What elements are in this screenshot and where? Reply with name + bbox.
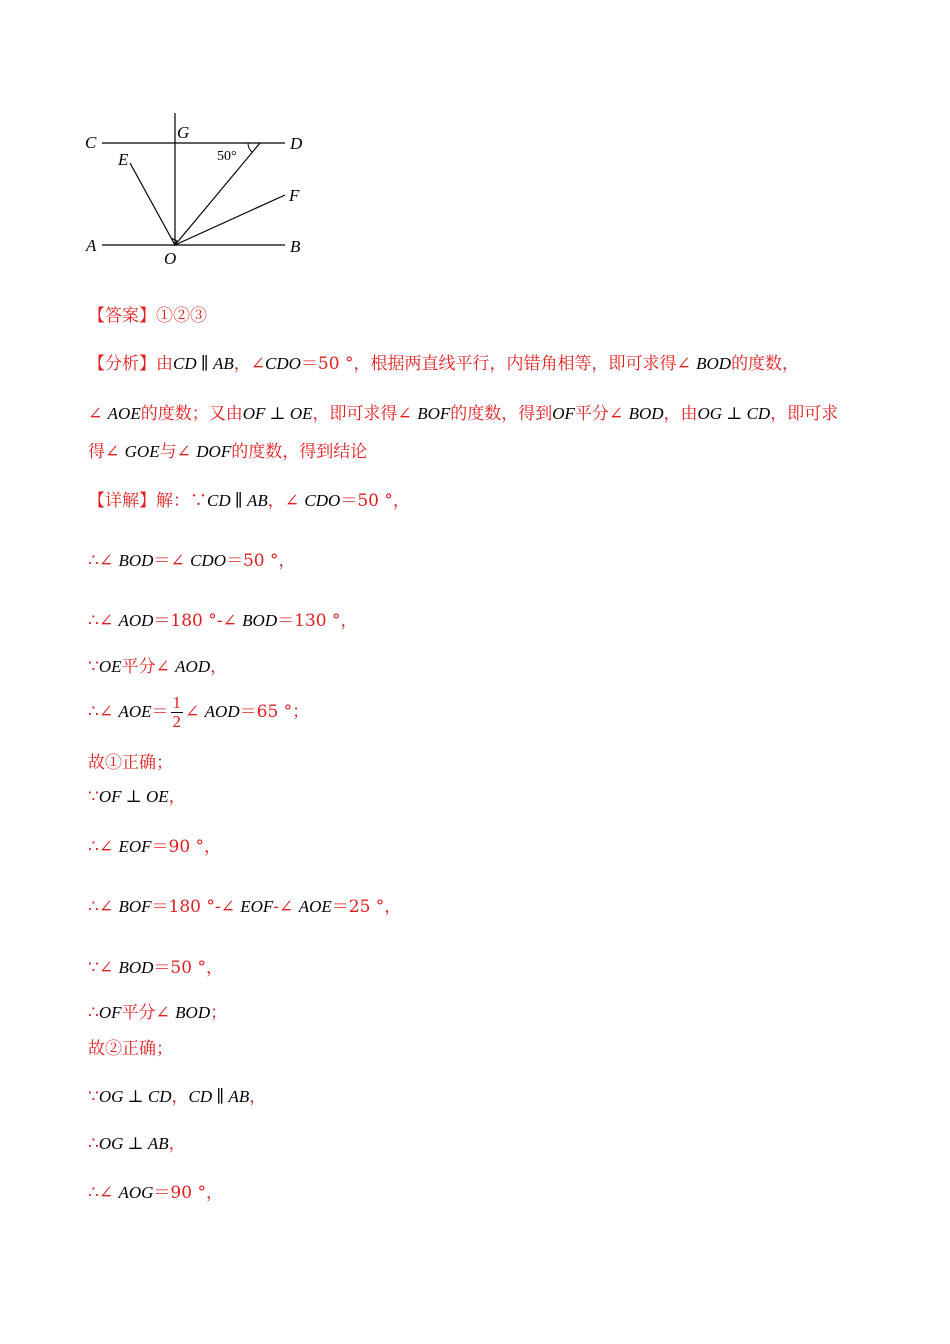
- math: OF: [98, 787, 122, 806]
- math: OG: [98, 1134, 124, 1153]
- math-symbol: ⊥: [123, 1087, 148, 1106]
- text: ＝: [151, 702, 169, 722]
- text: ∴∠: [88, 837, 119, 857]
- math-symbol: ∥: [230, 491, 247, 510]
- geometry-figure: [80, 105, 320, 275]
- math: OE: [289, 404, 313, 423]
- detail-line-5: [88, 692, 309, 732]
- text: ＝50 °，: [225, 551, 296, 571]
- text: -∠: [273, 897, 299, 917]
- text: ∵: [88, 787, 99, 807]
- text: ＝50 °，: [153, 958, 223, 978]
- math: OE: [146, 787, 169, 806]
- math: AB: [147, 1134, 169, 1153]
- text: ＝65 °；: [239, 702, 310, 722]
- math: CD: [147, 1087, 172, 1106]
- text: ；: [210, 1003, 228, 1023]
- math: BOD: [696, 354, 732, 373]
- math: CD: [207, 491, 231, 510]
- text: ，: [249, 1087, 267, 1107]
- math: OF: [98, 1003, 122, 1022]
- detail-line-10: [88, 957, 223, 979]
- text: ＝130 °，: [277, 611, 358, 631]
- text: ＝180 °-∠: [151, 897, 241, 917]
- detail-line-4: [88, 656, 227, 678]
- math-symbol: ⊥: [265, 404, 290, 423]
- math-symbol: ⊥: [722, 404, 747, 423]
- detail-line-15: [88, 1182, 223, 1204]
- text: 解：∵: [156, 491, 207, 511]
- detail-line-6: [88, 752, 173, 774]
- label-o: O: [164, 249, 177, 268]
- math-symbol: ∥: [196, 354, 213, 373]
- math: AOE: [107, 404, 141, 423]
- detail-line-2: [88, 550, 296, 572]
- text: ，即可求得∠: [312, 404, 418, 424]
- label-b: B: [290, 237, 301, 256]
- text: ＝∠: [153, 551, 191, 571]
- math: CD: [188, 1087, 213, 1106]
- math: OG: [697, 404, 723, 423]
- math: AOD: [175, 657, 211, 676]
- text: ∴: [88, 1134, 99, 1154]
- detail-line-9: [88, 896, 401, 918]
- math: BOD: [628, 404, 664, 423]
- label-g: G: [177, 123, 190, 142]
- math: AB: [246, 491, 268, 510]
- text: 与∠: [159, 442, 197, 462]
- text: 的度数，得到: [450, 404, 553, 424]
- math: CD: [173, 354, 197, 373]
- math: EOF: [240, 897, 274, 916]
- text: ∴∠: [88, 611, 119, 631]
- math: AOE: [298, 897, 332, 916]
- fraction-numerator: 1: [172, 693, 182, 712]
- detail-line-11: [88, 1002, 227, 1024]
- text: 的度数，: [731, 354, 800, 374]
- detail-line-14: [88, 1133, 186, 1155]
- math: BOF: [118, 897, 152, 916]
- text: ∵∠: [88, 958, 119, 978]
- analysis-line-2: [88, 403, 838, 425]
- detail-line-8: [88, 836, 221, 858]
- math-symbol: ⊥: [121, 787, 146, 806]
- math: AOD: [118, 611, 154, 630]
- math: CDO: [190, 551, 226, 570]
- angle-label-50: 50°: [217, 149, 237, 164]
- angle-arc-d: [248, 143, 252, 152]
- math: BOD: [118, 958, 154, 977]
- answer-line: [88, 305, 207, 327]
- label-a: A: [86, 236, 97, 255]
- math: DOF: [196, 442, 232, 461]
- label-e: E: [118, 150, 129, 169]
- label-f: F: [289, 186, 300, 205]
- math: CDO: [265, 354, 301, 373]
- text: 得∠: [88, 442, 125, 462]
- text: ＝180 °-∠: [153, 611, 243, 631]
- ray-oe: [130, 163, 175, 245]
- math: AOE: [118, 702, 152, 721]
- text: 平分∠: [574, 404, 629, 424]
- math: AOD: [204, 702, 240, 721]
- ray-of: [175, 195, 285, 245]
- text: ＝25 °，: [331, 897, 402, 917]
- analysis-tag: 【分析】: [88, 354, 156, 374]
- text: ∠: [185, 702, 205, 722]
- math: BOD: [118, 551, 154, 570]
- detail-line-1: [88, 490, 410, 512]
- math: BOD: [242, 611, 278, 630]
- math: OE: [98, 657, 122, 676]
- text: ∴∠: [88, 551, 119, 571]
- math: AB: [212, 354, 234, 373]
- text: ∴∠: [88, 702, 119, 722]
- fraction-one-half: [171, 694, 184, 731]
- text: 平分∠: [121, 657, 176, 677]
- math: AB: [228, 1087, 250, 1106]
- math-symbol: ∥: [212, 1087, 229, 1106]
- label-d: D: [290, 134, 303, 153]
- analysis-line-1: [88, 353, 799, 375]
- text: 的度数；又由: [140, 404, 243, 424]
- text: 平分∠: [121, 1003, 176, 1023]
- detail-line-3: [88, 610, 357, 632]
- text: ，: [171, 1087, 189, 1107]
- math: OF: [242, 404, 266, 423]
- analysis-line-3: [88, 441, 367, 463]
- math: OF: [552, 404, 575, 423]
- detail-line-7: [88, 786, 186, 808]
- text: ，: [168, 1134, 186, 1154]
- math: OG: [98, 1087, 124, 1106]
- text: ＝90 °，: [151, 837, 222, 857]
- text: ∵: [88, 657, 99, 677]
- math: BOD: [175, 1003, 211, 1022]
- math: GOE: [124, 442, 160, 461]
- label-c: C: [85, 133, 97, 152]
- math: CDO: [304, 491, 341, 510]
- detail-tag: 【详解】: [88, 491, 156, 511]
- text: ＝90 °，: [153, 1183, 223, 1203]
- detail-line-12: [88, 1038, 173, 1060]
- text: ∵: [88, 1087, 99, 1107]
- text: ，即可求: [770, 404, 839, 424]
- text: 的度数，得到结论: [231, 442, 368, 462]
- answer-value: ①②③: [156, 306, 207, 326]
- text: 由: [156, 354, 173, 374]
- text: ∴∠: [88, 897, 119, 917]
- text: ，∠: [267, 491, 305, 511]
- text: ，∠: [233, 354, 266, 374]
- answer-tag: 【答案】: [88, 306, 156, 326]
- text: ，: [168, 787, 186, 807]
- detail-line-13: [88, 1086, 266, 1108]
- text: ∴: [88, 1003, 99, 1023]
- math: EOF: [118, 837, 152, 856]
- text: ，: [210, 657, 228, 677]
- text: 故①正确；: [88, 753, 173, 773]
- text: ∴∠: [88, 1183, 119, 1203]
- math: CD: [746, 404, 771, 423]
- text: 故②正确；: [88, 1039, 173, 1059]
- math: BOF: [417, 404, 451, 423]
- fraction-denominator: 2: [172, 712, 182, 731]
- text: ＝50 °，: [340, 491, 410, 511]
- math-symbol: ⊥: [123, 1134, 148, 1153]
- math: AOG: [118, 1183, 154, 1202]
- figure-svg: [80, 105, 320, 275]
- text: ，由: [663, 404, 698, 424]
- text: ∠: [88, 404, 108, 424]
- text: ＝50 °，根据两直线平行，内错角相等，即可求得∠: [300, 354, 697, 374]
